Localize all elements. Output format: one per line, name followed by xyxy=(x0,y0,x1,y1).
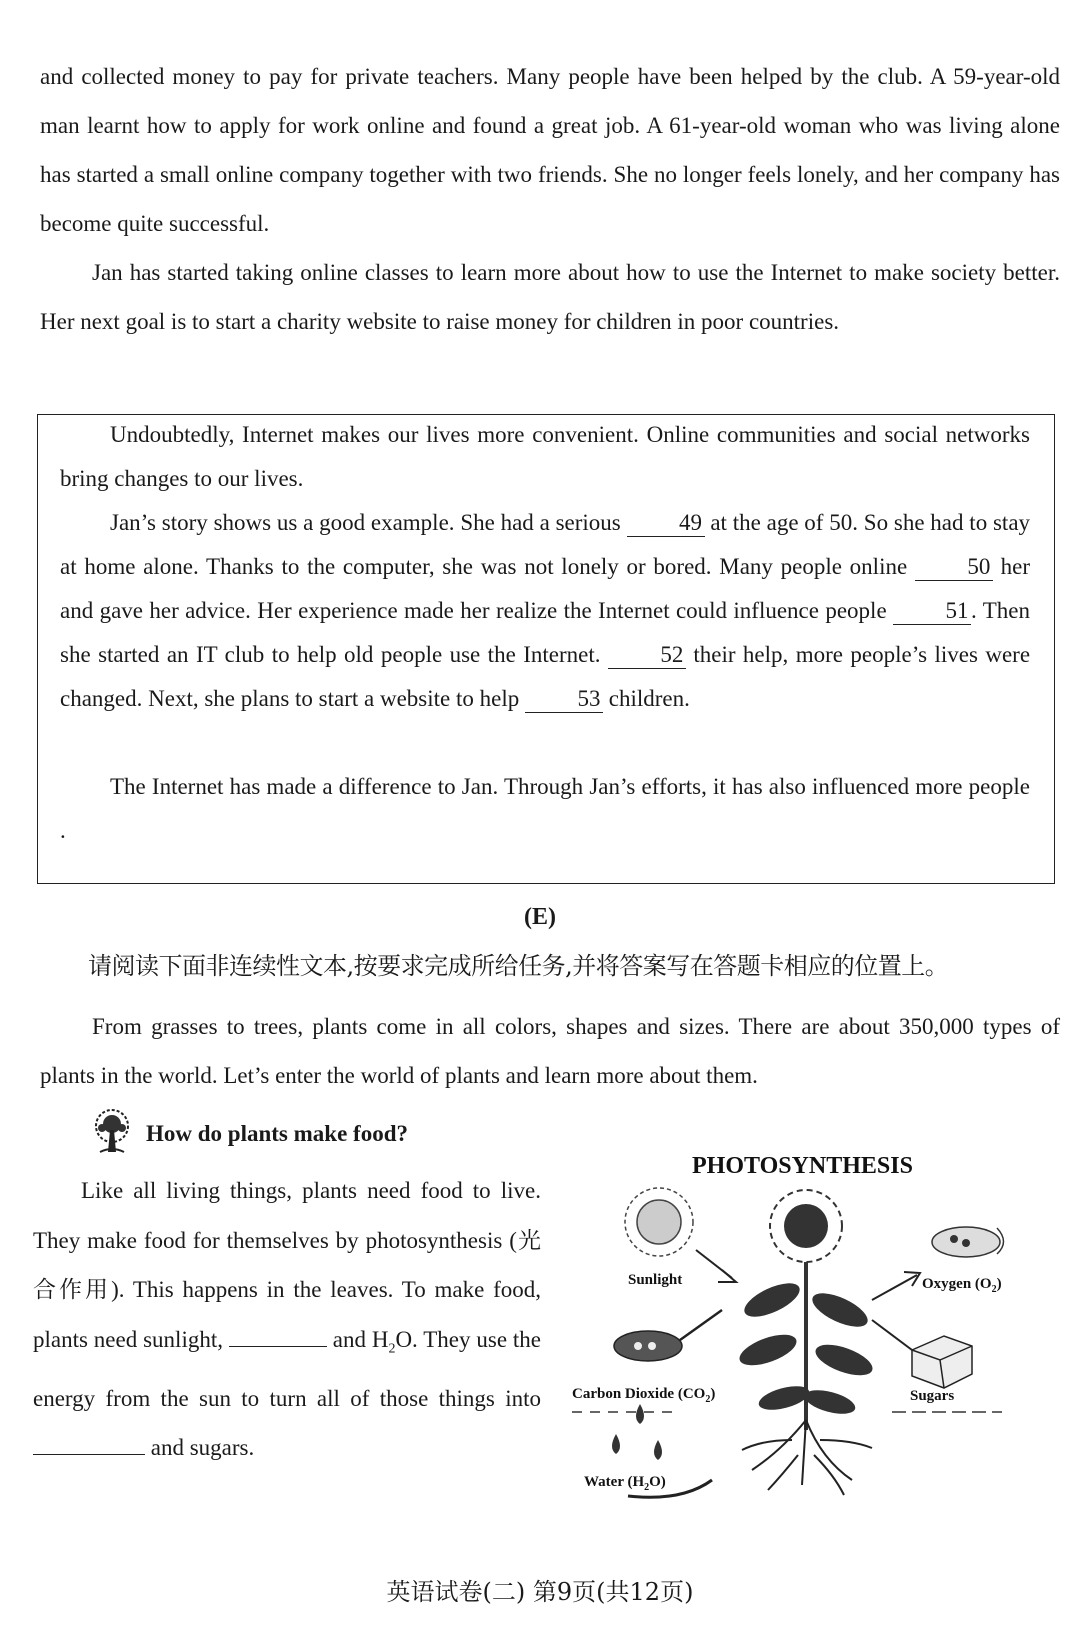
roots-icon xyxy=(742,1420,872,1495)
answer-blank-2[interactable] xyxy=(33,1454,145,1455)
label-sugars: Sugars xyxy=(910,1388,955,1404)
paragraph-jan-goal: Jan has started taking online classes to learn more about how to use the Internet to make society better. Her next goal is to start a charity website to raise money for children in poor countries. xyxy=(40,260,1060,334)
label-sunlight: Sunlight xyxy=(628,1272,683,1288)
label-water: Water $(H_2O)$ xyxy=(584,1474,666,1493)
summary-box xyxy=(37,414,1055,884)
intro-paragraph: From grasses to trees, plants come in all colors, shapes and sizes. There are about 350,000 types of plants in the world. Let’s enter the world of plants and learn more about them. xyxy=(40,1014,1060,1088)
co2-cloud-icon xyxy=(614,1331,682,1361)
photosynthesis-diagram xyxy=(572,1150,1062,1505)
oxygen-cloud-icon xyxy=(932,1227,1004,1257)
page-footer: 英语试卷(二) 第9页(共12页) xyxy=(386,1578,694,1606)
flower-plant-icon xyxy=(736,1190,877,1430)
summary-paragraph-2: Jan’s story shows us a good example. She had a serious 49 at the age of 50. So she had to stay at home alone. Thanks to the computer, she was not lonely or bored. Many people online 50 her and gave her advice. Her experience made her realize the Internet could influence people 51 . Then she started an IT club to help old people use the Internet. 52 their help, more people’s lives were changed. Next, she plans to start a website to help 53 children. xyxy=(60,510,1031,711)
blank-51[interactable]: 51 xyxy=(893,598,971,625)
sugar-cube-icon xyxy=(912,1336,972,1388)
section-e-label: (E) xyxy=(524,904,556,930)
blank-49[interactable]: 49 xyxy=(627,510,705,537)
paragraph-club: and collected money to pay for private teachers. Many people have been helped by the club. A 59-year-old man learnt how to apply for work online and found a great job. A 61-year-old woman who was living alone has started a small online company together with two friends. She no longer feels lonely, and her company has become quite successful. xyxy=(40,64,1060,236)
diagram-title: PHOTOSYNTHESIS xyxy=(692,1153,913,1179)
section-heading: How do plants make food? xyxy=(146,1121,408,1146)
label-oxygen: Oxygen $(O_2)$ xyxy=(922,1276,1002,1295)
arrow-co2 xyxy=(680,1310,722,1340)
plants-heading xyxy=(88,1106,408,1162)
water-drops-icon xyxy=(612,1404,662,1460)
arrow-oxygen xyxy=(872,1275,917,1300)
blank-53[interactable]: 53 xyxy=(525,686,603,713)
arrow-sugars xyxy=(872,1320,912,1350)
blank-50[interactable]: 50 xyxy=(915,554,993,581)
summary-paragraph-3: The Internet has made a difference to Jan. Through Jan’s efforts, it has also influenced more people . xyxy=(60,774,1030,843)
summary-paragraph-1: Undoubtedly, Internet makes our lives more convenient. Online communities and social networks bring changes to our lives. xyxy=(60,422,1030,491)
photosynthesis-text: Like all living things, plants need food to live. They make food for themselves by photosynthesis (光合作用). This happens in the leaves. To make food, plants need sunlight, and $H_2O$. They use the energy from the sun to turn all of those things into and sugars. xyxy=(33,1178,542,1461)
sun-icon xyxy=(625,1188,693,1256)
label-co2: Carbon Dioxide $(CO_2)$ xyxy=(572,1386,716,1405)
tree-icon xyxy=(88,1106,136,1162)
answer-blank-1[interactable] xyxy=(229,1346,327,1347)
instruction-chinese: 请阅读下面非连续性文本,按要求完成所给任务,并将答案写在答题卡相应的位置上。 xyxy=(88,952,949,980)
blank-52[interactable]: 52 xyxy=(608,642,686,669)
